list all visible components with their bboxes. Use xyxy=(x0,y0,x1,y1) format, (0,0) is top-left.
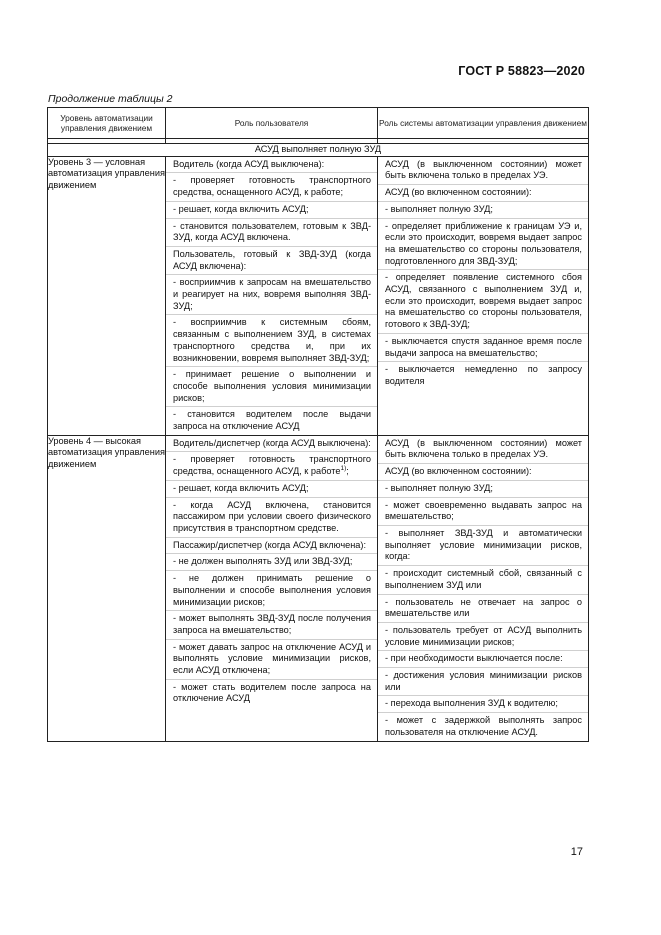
system-role-item: - определяет появление системного сбоя АСУД, связанного с выполнением ЗУД и, если это происходит, вовремя выдает запрос на вмешательство со стороны пользователя, готового к ЗВД-ЗУД; xyxy=(378,270,588,334)
table-caption: Продолжение таблицы 2 xyxy=(48,93,173,105)
level-cell: Уровень 3 — условная автоматизация управления движением xyxy=(48,156,166,435)
table-row xyxy=(48,435,589,741)
system-role-item: - пользователь не отвечает на запрос о вмешательстве или xyxy=(378,595,588,623)
system-role-item: - выполняет полную ЗУД; xyxy=(378,202,588,219)
column-header-level: Уровень автоматизации управления движением xyxy=(48,108,166,139)
system-role-item: - определяет приближение к границам УЭ и, если это происходит, вовремя выдает запрос на вмешательство со стороны пользователя, подготовленного для ЗВД-ЗУД; xyxy=(378,219,588,271)
user-role-item: - не должен принимать решение о выполнении и способе выполнения условия минимизации рисков; xyxy=(166,571,377,611)
user-role-item: - восприимчив к системным сбоям, связанным с выполнением ЗУД, в системах транспортного средства и, при их возникновении, вовремя выполняет ЗВД-ЗУД; xyxy=(166,315,377,367)
system-role-item: - выполняет полную ЗУД; xyxy=(378,481,588,498)
user-role-item: Пользователь, готовый к ЗВД-ЗУД (когда АСУД включена): xyxy=(166,247,377,275)
section-title: АСУД выполняет полную ЗУД xyxy=(48,144,589,157)
system-role-cell xyxy=(378,156,589,435)
level-cell: Уровень 4 — высокая автоматизация управления движением xyxy=(48,435,166,741)
system-role-item: - при необходимости выключается после: xyxy=(378,651,588,668)
column-header-system-role: Роль системы автоматизации управления движением xyxy=(378,108,589,139)
page-number: 17 xyxy=(570,846,583,858)
table-header-row xyxy=(48,108,589,139)
user-role-item: Водитель/диспетчер (когда АСУД выключена): xyxy=(166,436,377,453)
user-role-cell xyxy=(166,435,378,741)
user-role-item: - решает, когда включить АСУД; xyxy=(166,202,377,219)
system-role-item: - пользователь требует от АСУД выполнить условие минимизации рисков; xyxy=(378,623,588,651)
user-role-item: - может давать запрос на отключение АСУД и выполнять условие минимизации рисков, если АСУД отключена; xyxy=(166,640,377,680)
user-role-item: - решает, когда включить АСУД; xyxy=(166,481,377,498)
system-role-item: - происходит системный сбой, связанный с выполнением ЗУД или xyxy=(378,566,588,594)
user-role-item: - когда АСУД включена, становится пассажиром при условии своего физического присутствия в транспортном средстве. xyxy=(166,498,377,538)
section-row xyxy=(48,144,589,157)
document-code: ГОСТ Р 58823—2020 xyxy=(458,64,585,78)
system-role-item: АСУД (в выключенном состоянии) может быть включена только в пределах УЭ. xyxy=(378,436,588,464)
user-role-cell xyxy=(166,156,378,435)
system-role-item: - может с задержкой выполнять запрос пользователя на отключение АСУД. xyxy=(385,715,582,737)
system-role-item: АСУД (во включенном состоянии): xyxy=(378,464,588,481)
user-role-item: - может стать водителем после запроса на отключение АСУД xyxy=(173,681,371,704)
system-role-item: АСУД (в выключенном состоянии) может быть включена только в пределах УЭ. xyxy=(378,157,588,185)
user-role-item xyxy=(166,452,377,480)
system-role-item: - выключается спустя заданное время после выдачи запроса на вмешательство; xyxy=(378,334,588,362)
footnote-mark: 1) xyxy=(340,465,347,473)
table-row xyxy=(48,156,589,435)
user-role-item: - восприимчив к запросам на вмешательство и реагирует на них, вовремя выполняя ЗВД-ЗУД; xyxy=(166,275,377,315)
user-role-item: - проверяет готовность транспортного средства, оснащенного АСУД, к работе; xyxy=(166,173,377,201)
system-role-item: - может своевременно выдавать запрос на вмешательство; xyxy=(378,498,588,526)
system-role-cell xyxy=(378,435,589,741)
system-role-item: АСУД (во включенном состоянии): xyxy=(378,185,588,202)
roles-table xyxy=(47,107,589,742)
user-role-item: - становится пользователем, готовым к ЗВД-ЗУД, когда АСУД включена. xyxy=(166,219,377,247)
system-role-item: - выполняет ЗВД-ЗУД и автоматически выполняет условие минимизации рисков, когда: xyxy=(378,526,588,566)
user-role-item: - может выполнять ЗВД-ЗУД после получения запроса на вмешательство; xyxy=(166,611,377,639)
system-role-item: - перехода выполнения ЗУД к водителю; xyxy=(378,696,588,713)
user-role-item: - становится водителем после выдачи запроса на отключение АСУД xyxy=(173,409,371,432)
user-role-item: Пассажир/диспетчер (когда АСУД включена): xyxy=(166,538,377,555)
user-role-item: - принимает решение о выполнении и способе выполнения условия минимизации рисков; xyxy=(166,367,377,407)
system-role-item: - достижения условия минимизации рисков или xyxy=(378,668,588,696)
user-role-item: - не должен выполнять ЗУД или ЗВД-ЗУД; xyxy=(166,554,377,571)
footnote-trailing: ; xyxy=(346,466,349,477)
user-role-item: Водитель (когда АСУД выключена): xyxy=(166,157,377,174)
column-header-user-role: Роль пользователя xyxy=(166,108,378,139)
system-role-item: - выключается немедленно по запросу водителя xyxy=(385,364,582,386)
item-text: - проверяет готовность транспортного средства, оснащенного АСУД, к работе xyxy=(173,454,371,477)
